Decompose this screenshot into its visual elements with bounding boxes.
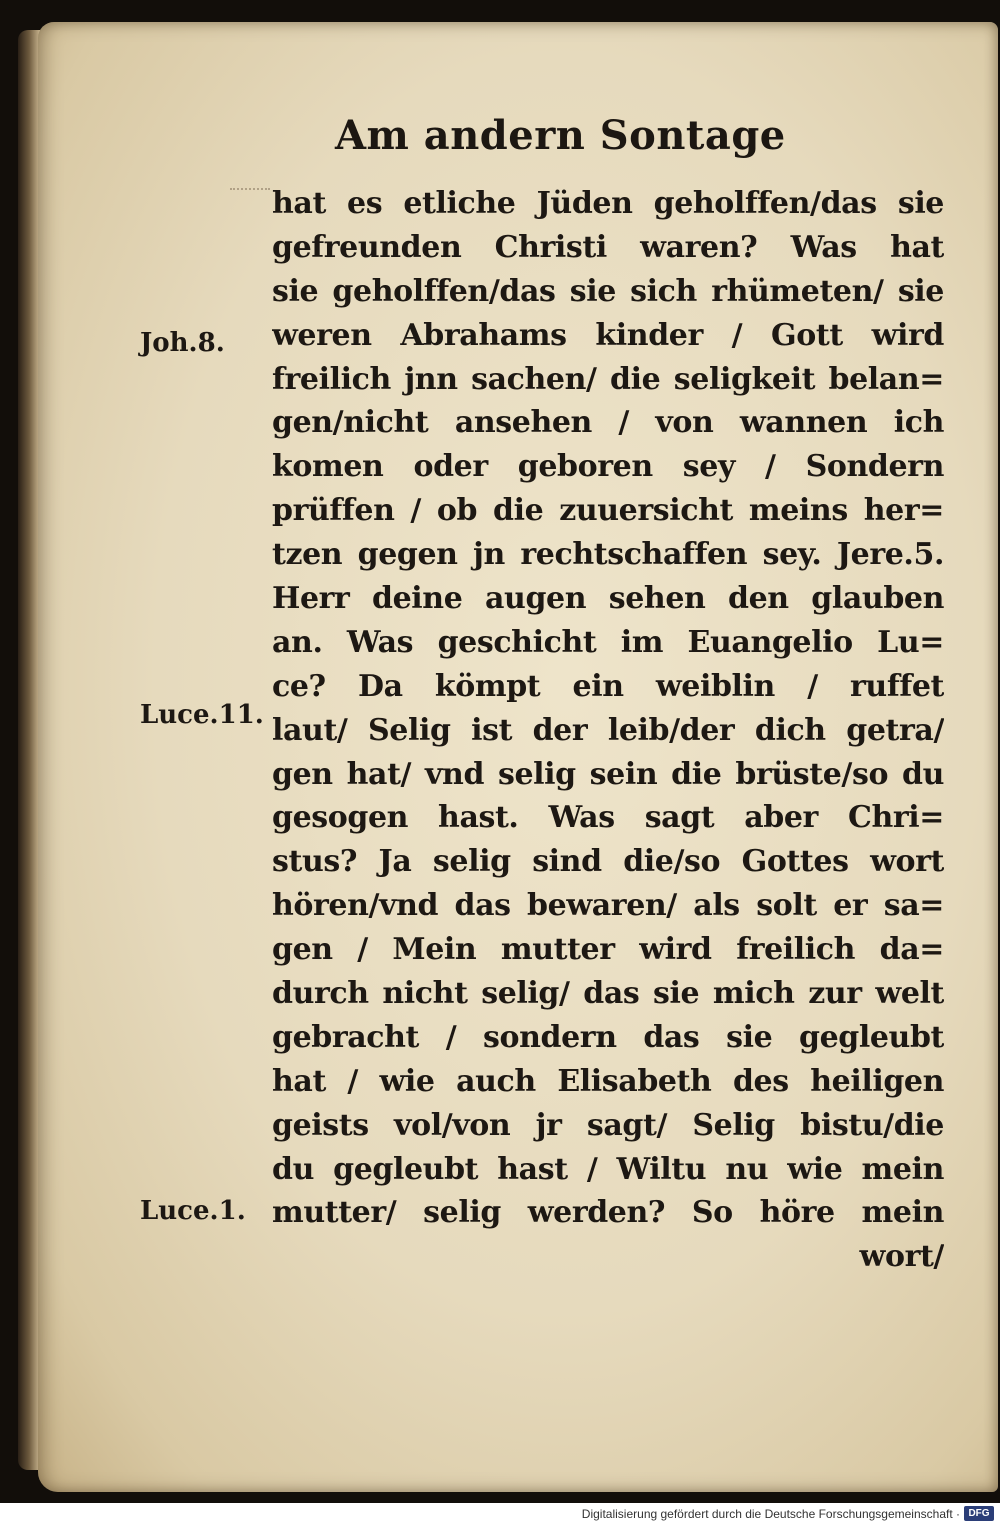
dfg-logo: DFG [964, 1506, 994, 1521]
margin-dots [230, 188, 270, 190]
text-line: durch nicht selig/ das sie mich zur welt [272, 976, 944, 1012]
text-line: hat es etliche Jüden geholffen/das sie [272, 186, 944, 221]
marginal-note-luce-1: Luce.1. [140, 1196, 246, 1226]
text-line: Herr deine augen sehen den glauben [272, 581, 944, 617]
text-line: hören/vnd das bewaren/ als solt er sa= [272, 888, 944, 924]
text-line: stus? Ja selig sind die/so Gottes wort [272, 844, 944, 880]
text-line: gesogen hast. Was sagt aber Chri= [272, 800, 944, 836]
text-line: geists vol/von jr sagt/ Selig bistu/die [272, 1107, 944, 1143]
marginal-note-luce-11: Luce.11. [140, 700, 264, 730]
text-line: sie geholffen/das sie sich rhümeten/ sie [272, 273, 944, 309]
text-line: mutter/ selig werden? So höre mein [272, 1195, 944, 1231]
running-head: Am andern Sontage [335, 112, 786, 159]
text-line: tzen gegen jn rechtschaffen sey. Jere.5. [272, 537, 944, 573]
text-line: gebracht / sondern das sie gegleubt [272, 1019, 944, 1055]
text-line: an. Was geschicht im Euangelio Lu= [272, 624, 944, 660]
text-line: hat / wie auch Elisabeth des heiligen [272, 1063, 944, 1099]
page-edge-shadow [18, 30, 40, 1470]
catchword: wort/ [859, 1239, 944, 1275]
text-line: ce? Da kömpt ein weiblin / ruffet [272, 668, 944, 704]
footer-bar [0, 1503, 1000, 1525]
text-line: weren Abrahams kinder / Gott wird [272, 317, 944, 353]
text-line: gen hat/ vnd selig sein die brüste/so du [272, 756, 944, 792]
text-line: freilich jnn sachen/ die seligkeit belan= [272, 361, 944, 397]
text-line: du gegleubt hast / Wiltu nu wie mein [272, 1151, 944, 1187]
text-line: gen / Mein mutter wird freilich da= [272, 932, 944, 968]
text-line: gen/nicht ansehen / von wannen ich [272, 405, 944, 441]
body-text [272, 182, 944, 1279]
funding-credit: Digitalisierung gefördert durch die Deutsche Forschungsgemeinschaft · [581, 1507, 960, 1521]
text-line: gefreunden Christi waren? Was hat [272, 229, 944, 265]
marginal-note-joh: Joh.8. [140, 328, 225, 358]
text-line: prüffen / ob die zuuersicht meins her= [272, 493, 944, 529]
text-line: komen oder geboren sey / Sondern [272, 449, 944, 485]
text-line: laut/ Selig ist der leib/der dich getra/ [272, 712, 944, 748]
